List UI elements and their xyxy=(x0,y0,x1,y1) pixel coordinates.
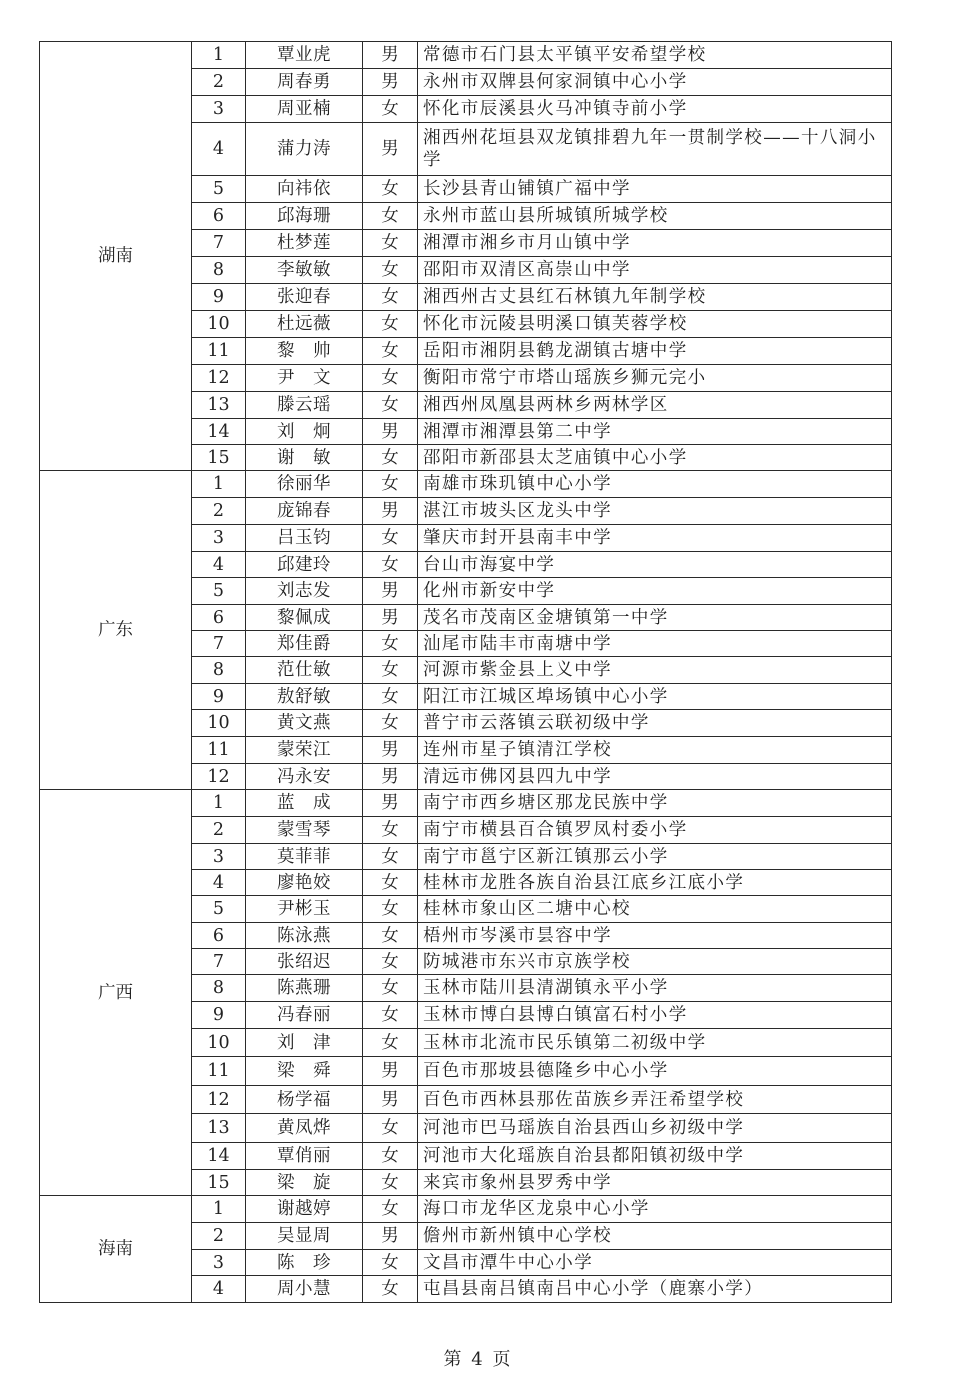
table-row xyxy=(40,471,892,498)
index-cell: 13 xyxy=(192,392,246,419)
school-cell: 湘潭市湘乡市月山镇中学 xyxy=(418,230,892,257)
school-cell: 桂林市龙胜各族自治县江底乡江底小学 xyxy=(418,870,892,896)
school-cell: 怀化市辰溪县火马冲镇寺前小学 xyxy=(418,96,892,123)
gender-cell: 男 xyxy=(363,419,418,445)
school-cell: 南宁市西乡塘区那龙民族中学 xyxy=(418,790,892,817)
table-row xyxy=(40,1196,892,1223)
gender-cell: 男 xyxy=(363,764,418,790)
gender-cell: 男 xyxy=(363,1057,418,1086)
name-cell: 黄凤烨 xyxy=(246,1114,363,1143)
school-cell: 永州市蓝山县所城镇所城学校 xyxy=(418,203,892,230)
index-cell: 15 xyxy=(192,445,246,471)
gender-cell: 女 xyxy=(363,284,418,311)
gender-cell: 女 xyxy=(363,1276,418,1303)
index-cell: 3 xyxy=(192,1250,246,1276)
gender-cell: 男 xyxy=(363,498,418,525)
name-cell: 尹 文 xyxy=(246,365,363,392)
gender-cell: 女 xyxy=(363,365,418,392)
gender-cell: 女 xyxy=(363,1196,418,1223)
school-cell: 阳江市江城区埠场镇中心小学 xyxy=(418,684,892,710)
gender-cell: 女 xyxy=(363,684,418,710)
name-cell: 邱建玲 xyxy=(246,552,363,578)
gender-cell: 女 xyxy=(363,96,418,123)
gender-cell: 女 xyxy=(363,311,418,338)
name-cell: 覃业虎 xyxy=(246,42,363,69)
index-cell: 2 xyxy=(192,69,246,96)
province-cell: 海南 xyxy=(40,1196,192,1303)
school-cell: 衡阳市常宁市塔山瑶族乡狮元完小 xyxy=(418,365,892,392)
index-cell: 9 xyxy=(192,684,246,710)
name-cell: 尹彬玉 xyxy=(246,896,363,923)
school-cell: 汕尾市陆丰市南塘中学 xyxy=(418,631,892,657)
gender-cell: 女 xyxy=(363,1029,418,1057)
school-cell: 茂名市茂南区金塘镇第一中学 xyxy=(418,605,892,631)
name-cell: 徐丽华 xyxy=(246,471,363,498)
school-cell: 南宁市横县百合镇罗凤村委小学 xyxy=(418,817,892,844)
school-cell: 南宁市邕宁区新江镇那云小学 xyxy=(418,844,892,870)
name-cell: 刘 津 xyxy=(246,1029,363,1057)
teacher-list-table xyxy=(39,41,892,1303)
school-cell: 百色市西林县那佐苗族乡弄汪希望学校 xyxy=(418,1086,892,1114)
index-cell: 12 xyxy=(192,365,246,392)
gender-cell: 女 xyxy=(363,445,418,471)
school-cell: 长沙县青山铺镇广福中学 xyxy=(418,176,892,203)
school-cell: 河源市紫金县上义中学 xyxy=(418,657,892,684)
name-cell: 廖艳姣 xyxy=(246,870,363,896)
school-cell: 桂林市象山区二塘中心校 xyxy=(418,896,892,923)
school-cell: 文昌市潭牛中心小学 xyxy=(418,1250,892,1276)
gender-cell: 男 xyxy=(363,69,418,96)
name-cell: 邱海珊 xyxy=(246,203,363,230)
index-cell: 10 xyxy=(192,1029,246,1057)
name-cell: 吴显周 xyxy=(246,1223,363,1250)
index-cell: 7 xyxy=(192,631,246,657)
school-cell: 岳阳市湘阴县鹤龙湖镇古塘中学 xyxy=(418,338,892,365)
gender-cell: 女 xyxy=(363,230,418,257)
index-cell: 9 xyxy=(192,284,246,311)
name-cell: 张迎春 xyxy=(246,284,363,311)
index-cell: 15 xyxy=(192,1170,246,1196)
index-cell: 8 xyxy=(192,975,246,1002)
name-cell: 陈燕珊 xyxy=(246,975,363,1002)
name-cell: 庞锦春 xyxy=(246,498,363,525)
school-cell: 邵阳市新邵县太芝庙镇中心小学 xyxy=(418,445,892,471)
index-cell: 12 xyxy=(192,764,246,790)
gender-cell: 女 xyxy=(363,176,418,203)
name-cell: 蒲力涛 xyxy=(246,123,363,176)
index-cell: 13 xyxy=(192,1114,246,1143)
name-cell: 陈泳燕 xyxy=(246,923,363,949)
name-cell: 周小慧 xyxy=(246,1276,363,1303)
name-cell: 蓝 成 xyxy=(246,790,363,817)
school-cell: 玉林市博白县博白镇富石村小学 xyxy=(418,1002,892,1029)
school-cell: 屯昌县南吕镇南吕中心小学（鹿寨小学） xyxy=(418,1276,892,1303)
gender-cell: 女 xyxy=(363,710,418,737)
index-cell: 6 xyxy=(192,923,246,949)
gender-cell: 女 xyxy=(363,657,418,684)
name-cell: 梁 旋 xyxy=(246,1170,363,1196)
index-cell: 3 xyxy=(192,844,246,870)
name-cell: 周亚楠 xyxy=(246,96,363,123)
index-cell: 11 xyxy=(192,1057,246,1086)
index-cell: 3 xyxy=(192,525,246,552)
school-cell: 湛江市坡头区龙头中学 xyxy=(418,498,892,525)
name-cell: 杜梦莲 xyxy=(246,230,363,257)
index-cell: 8 xyxy=(192,657,246,684)
index-cell: 1 xyxy=(192,790,246,817)
page-number: 第 4 页 xyxy=(443,1349,513,1370)
name-cell: 谢 敏 xyxy=(246,445,363,471)
school-cell: 湘西州凤凰县两林乡两林学区 xyxy=(418,392,892,419)
province-cell: 湖南 xyxy=(40,42,192,471)
index-cell: 1 xyxy=(192,42,246,69)
name-cell: 敖舒敏 xyxy=(246,684,363,710)
gender-cell: 女 xyxy=(363,1002,418,1029)
index-cell: 7 xyxy=(192,949,246,975)
gender-cell: 女 xyxy=(363,1170,418,1196)
school-cell: 肇庆市封开县南丰中学 xyxy=(418,525,892,552)
gender-cell: 女 xyxy=(363,525,418,552)
index-cell: 8 xyxy=(192,257,246,284)
name-cell: 黎 帅 xyxy=(246,338,363,365)
name-cell: 向祎依 xyxy=(246,176,363,203)
gender-cell: 女 xyxy=(363,1114,418,1143)
index-cell: 12 xyxy=(192,1086,246,1114)
gender-cell: 女 xyxy=(363,870,418,896)
school-cell: 永州市双牌县何家洞镇中心小学 xyxy=(418,69,892,96)
gender-cell: 女 xyxy=(363,631,418,657)
school-cell: 连州市星子镇清江学校 xyxy=(418,737,892,764)
name-cell: 周春勇 xyxy=(246,69,363,96)
gender-cell: 女 xyxy=(363,896,418,923)
index-cell: 11 xyxy=(192,737,246,764)
index-cell: 1 xyxy=(192,471,246,498)
school-cell: 来宾市象州县罗秀中学 xyxy=(418,1170,892,1196)
gender-cell: 男 xyxy=(363,1223,418,1250)
table-row xyxy=(40,42,892,69)
name-cell: 冯春丽 xyxy=(246,1002,363,1029)
school-cell: 普宁市云落镇云联初级中学 xyxy=(418,710,892,737)
gender-cell: 男 xyxy=(363,737,418,764)
gender-cell: 女 xyxy=(363,338,418,365)
name-cell: 覃俏丽 xyxy=(246,1143,363,1170)
gender-cell: 女 xyxy=(363,471,418,498)
index-cell: 1 xyxy=(192,1196,246,1223)
name-cell: 刘 炯 xyxy=(246,419,363,445)
index-cell: 4 xyxy=(192,1276,246,1303)
gender-cell: 女 xyxy=(363,923,418,949)
name-cell: 黄文燕 xyxy=(246,710,363,737)
name-cell: 滕云瑶 xyxy=(246,392,363,419)
index-cell: 14 xyxy=(192,1143,246,1170)
index-cell: 10 xyxy=(192,710,246,737)
gender-cell: 女 xyxy=(363,552,418,578)
index-cell: 5 xyxy=(192,896,246,923)
gender-cell: 女 xyxy=(363,392,418,419)
school-cell: 怀化市沅陵县明溪口镇芙蓉学校 xyxy=(418,311,892,338)
school-cell: 儋州市新州镇中心学校 xyxy=(418,1223,892,1250)
school-cell: 梧州市岑溪市昙容中学 xyxy=(418,923,892,949)
school-cell: 防城港市东兴市京族学校 xyxy=(418,949,892,975)
index-cell: 2 xyxy=(192,817,246,844)
school-cell: 海口市龙华区龙泉中心小学 xyxy=(418,1196,892,1223)
name-cell: 陈 珍 xyxy=(246,1250,363,1276)
gender-cell: 男 xyxy=(363,578,418,605)
gender-cell: 女 xyxy=(363,975,418,1002)
gender-cell: 男 xyxy=(363,605,418,631)
name-cell: 谢越婷 xyxy=(246,1196,363,1223)
gender-cell: 女 xyxy=(363,949,418,975)
index-cell: 5 xyxy=(192,578,246,605)
index-cell: 4 xyxy=(192,123,246,176)
school-cell: 常德市石门县太平镇平安希望学校 xyxy=(418,42,892,69)
name-cell: 吕玉钧 xyxy=(246,525,363,552)
gender-cell: 女 xyxy=(363,817,418,844)
school-cell: 化州市新安中学 xyxy=(418,578,892,605)
school-cell: 清远市佛冈县四九中学 xyxy=(418,764,892,790)
school-cell: 邵阳市双清区高崇山中学 xyxy=(418,257,892,284)
table-row xyxy=(40,790,892,817)
gender-cell: 女 xyxy=(363,203,418,230)
name-cell: 梁 舜 xyxy=(246,1057,363,1086)
gender-cell: 男 xyxy=(363,123,418,176)
index-cell: 4 xyxy=(192,870,246,896)
name-cell: 杜远薇 xyxy=(246,311,363,338)
name-cell: 蒙荣江 xyxy=(246,737,363,764)
name-cell: 黎佩成 xyxy=(246,605,363,631)
name-cell: 刘志发 xyxy=(246,578,363,605)
index-cell: 6 xyxy=(192,203,246,230)
index-cell: 4 xyxy=(192,552,246,578)
school-cell: 湘潭市湘潭县第二中学 xyxy=(418,419,892,445)
gender-cell: 女 xyxy=(363,1250,418,1276)
index-cell: 3 xyxy=(192,96,246,123)
school-cell: 河池市巴马瑶族自治县西山乡初级中学 xyxy=(418,1114,892,1143)
school-cell: 湘西州花垣县双龙镇排碧九年一贯制学校——十八洞小学 xyxy=(418,123,892,176)
index-cell: 2 xyxy=(192,1223,246,1250)
school-cell: 百色市那坡县德隆乡中心小学 xyxy=(418,1057,892,1086)
gender-cell: 男 xyxy=(363,790,418,817)
province-cell: 广西 xyxy=(40,790,192,1196)
name-cell: 郑佳爵 xyxy=(246,631,363,657)
name-cell: 张绍迟 xyxy=(246,949,363,975)
name-cell: 范仕敏 xyxy=(246,657,363,684)
index-cell: 5 xyxy=(192,176,246,203)
name-cell: 杨学福 xyxy=(246,1086,363,1114)
name-cell: 李敏敏 xyxy=(246,257,363,284)
name-cell: 蒙雪琴 xyxy=(246,817,363,844)
school-cell: 南雄市珠玑镇中心小学 xyxy=(418,471,892,498)
index-cell: 14 xyxy=(192,419,246,445)
index-cell: 2 xyxy=(192,498,246,525)
school-cell: 玉林市陆川县清湖镇永平小学 xyxy=(418,975,892,1002)
index-cell: 9 xyxy=(192,1002,246,1029)
school-cell: 玉林市北流市民乐镇第二初级中学 xyxy=(418,1029,892,1057)
gender-cell: 女 xyxy=(363,1143,418,1170)
school-cell: 河池市大化瑶族自治县都阳镇初级中学 xyxy=(418,1143,892,1170)
school-cell: 湘西州古丈县红石林镇九年制学校 xyxy=(418,284,892,311)
province-cell: 广东 xyxy=(40,471,192,790)
gender-cell: 女 xyxy=(363,257,418,284)
index-cell: 7 xyxy=(192,230,246,257)
index-cell: 6 xyxy=(192,605,246,631)
gender-cell: 男 xyxy=(363,1086,418,1114)
index-cell: 10 xyxy=(192,311,246,338)
name-cell: 莫菲菲 xyxy=(246,844,363,870)
gender-cell: 女 xyxy=(363,844,418,870)
name-cell: 冯永安 xyxy=(246,764,363,790)
gender-cell: 男 xyxy=(363,42,418,69)
index-cell: 11 xyxy=(192,338,246,365)
school-cell: 台山市海宴中学 xyxy=(418,552,892,578)
